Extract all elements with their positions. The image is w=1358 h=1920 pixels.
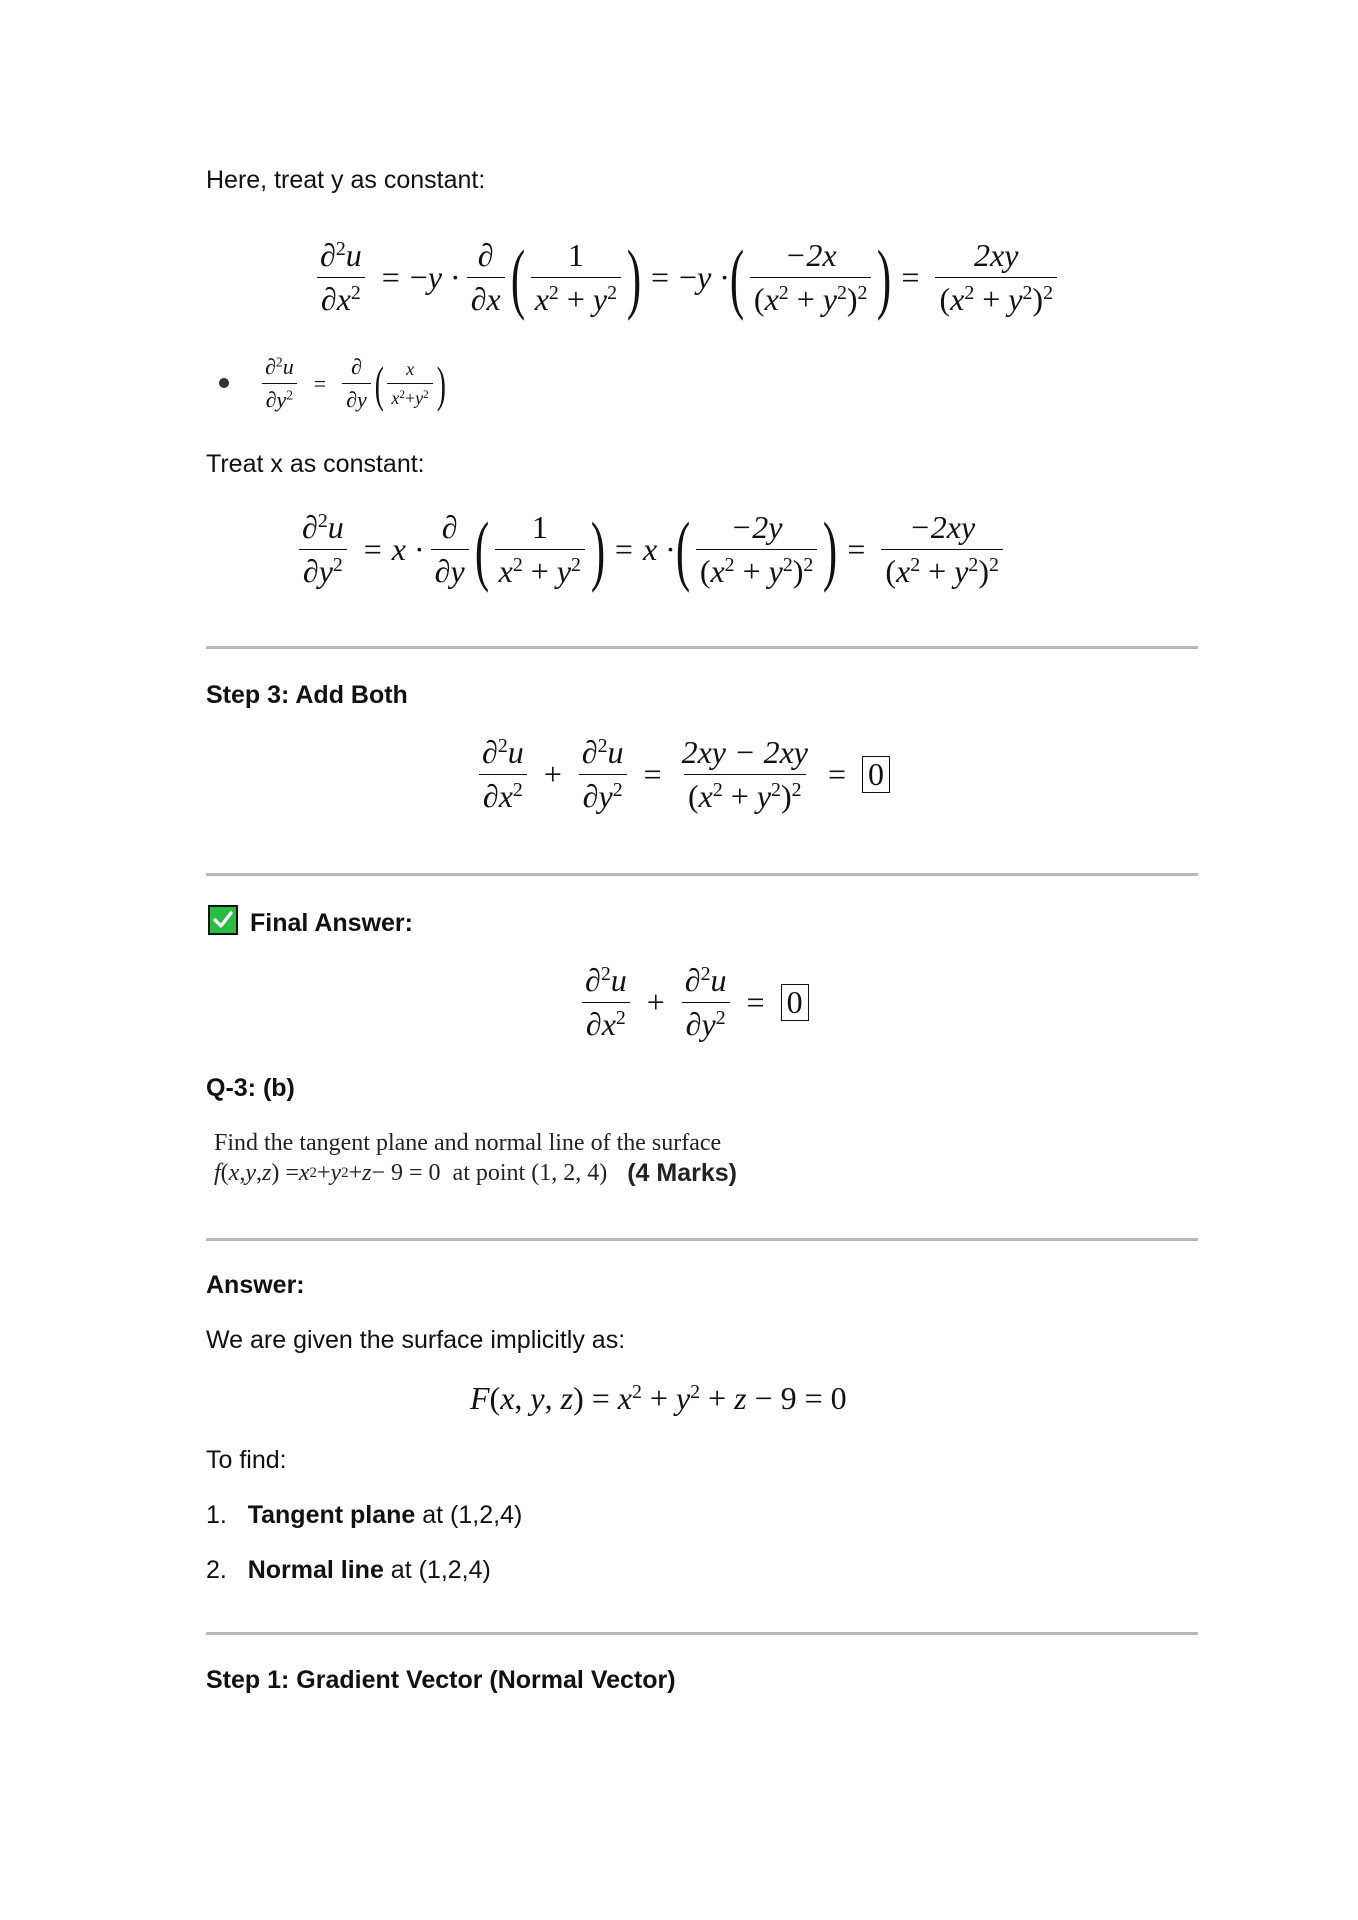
list-item-rest: at (1,2,4) xyxy=(415,1501,523,1529)
eq2-one: 1 xyxy=(531,509,548,545)
equation-d2u-dy2: $\frac{\partial^2u}{\partial y^2}$ = x · $\frac{\partial}{\partial y}$ ( $\frac{1}{x^2 + y^2}$ ) = x · ( $\frac{-2y}{(x^2 + y^2)^2}$ ) = $\frac{-2xy}{(x^2 + y^2)^2}$ xyxy=(292,510,1009,590)
text-treat-y-constant: Here, treat y as constant: xyxy=(206,166,486,194)
divider xyxy=(206,646,1198,649)
text-given-surface: We are given the surface implicitly as: xyxy=(206,1326,626,1354)
boxed-final-result: 0 xyxy=(781,984,809,1021)
heading-step1: Step 1: Gradient Vector (Normal Vector) xyxy=(206,1666,676,1694)
list-item-bold: Normal line xyxy=(247,1556,384,1584)
eq3-numerator: 2xy − 2xy xyxy=(681,734,808,770)
equation-final: $\frac{\partial^2u}{\partial x^2}$ + $\frac{\partial^2u}{\partial y^2}$ = 0 xyxy=(575,963,809,1043)
eq1-2xy: 2xy xyxy=(974,237,1019,273)
equation-surface: F(x, y, $z) = x^2 + y^2 + z - 9 = 0$ xyxy=(470,1380,847,1416)
heading-q3b: Q-3: (b) xyxy=(206,1074,295,1102)
boxed-result: 0 xyxy=(862,756,890,793)
divider xyxy=(206,1632,1198,1635)
check-mark-icon xyxy=(208,905,238,935)
equation-bullet-d2u-dy2: $\frac{\partial^2u}{\partial y^2}$ = $\frac{\partial}{\partial y}$ ( $\frac{x}{x^2+y^2}$ ) xyxy=(255,355,443,412)
eq2-neg2xy: −2xy xyxy=(909,509,976,545)
equation-sum: $\frac{\partial^2u}{\partial x^2}$ + $\frac{\partial^2u}{\partial y^2}$ = $\frac{2xy - 2xy}{(x^2 + y^2)^2}$ = 0 xyxy=(472,735,890,815)
bullet-dot xyxy=(219,378,229,388)
question-line1: Find the tangent plane and normal line of the surface xyxy=(214,1130,722,1156)
divider xyxy=(206,873,1198,876)
list-item-1 xyxy=(206,1500,522,1530)
heading-final-answer: Final Answer: xyxy=(250,909,413,937)
list-number: 1. xyxy=(206,1501,227,1529)
heading-answer: Answer: xyxy=(206,1271,305,1299)
divider xyxy=(206,1238,1198,1241)
list-item-rest: at (1,2,4) xyxy=(383,1556,491,1584)
question-marks: (4 Marks) xyxy=(627,1159,737,1187)
eq1-one: 1 xyxy=(567,237,584,273)
question-line2: f ( x , y , z ) = x 2 + y 2 + z − 9 = 0 at point (1, 2, 4) (4 Marks) xyxy=(214,1159,737,1187)
list-item-2 xyxy=(206,1555,491,1585)
list-number: 2. xyxy=(206,1556,227,1584)
text-treat-x-constant: Treat x as constant: xyxy=(206,450,425,478)
eq2-neg2y: −2y xyxy=(730,509,783,545)
equation-d2u-dx2: $\frac{\partial^2u}{\partial x^2}$ = −y · $\frac{\partial}{\partial x}$ ( $\frac{1}{x^2 + y^2}$ ) = −y · ( $\frac{-2x}{(x^2 + y^2)^2}$ ) = $\frac{2xy}{(x^2 + y^2)^2}$ xyxy=(310,238,1063,318)
eq1-neg2x: −2x xyxy=(784,237,837,273)
question-point: (1, 2, 4) xyxy=(531,1160,608,1186)
text-to-find: To find: xyxy=(206,1446,287,1474)
list-item-bold: Tangent plane xyxy=(247,1501,416,1529)
heading-step3: Step 3: Add Both xyxy=(206,681,408,709)
